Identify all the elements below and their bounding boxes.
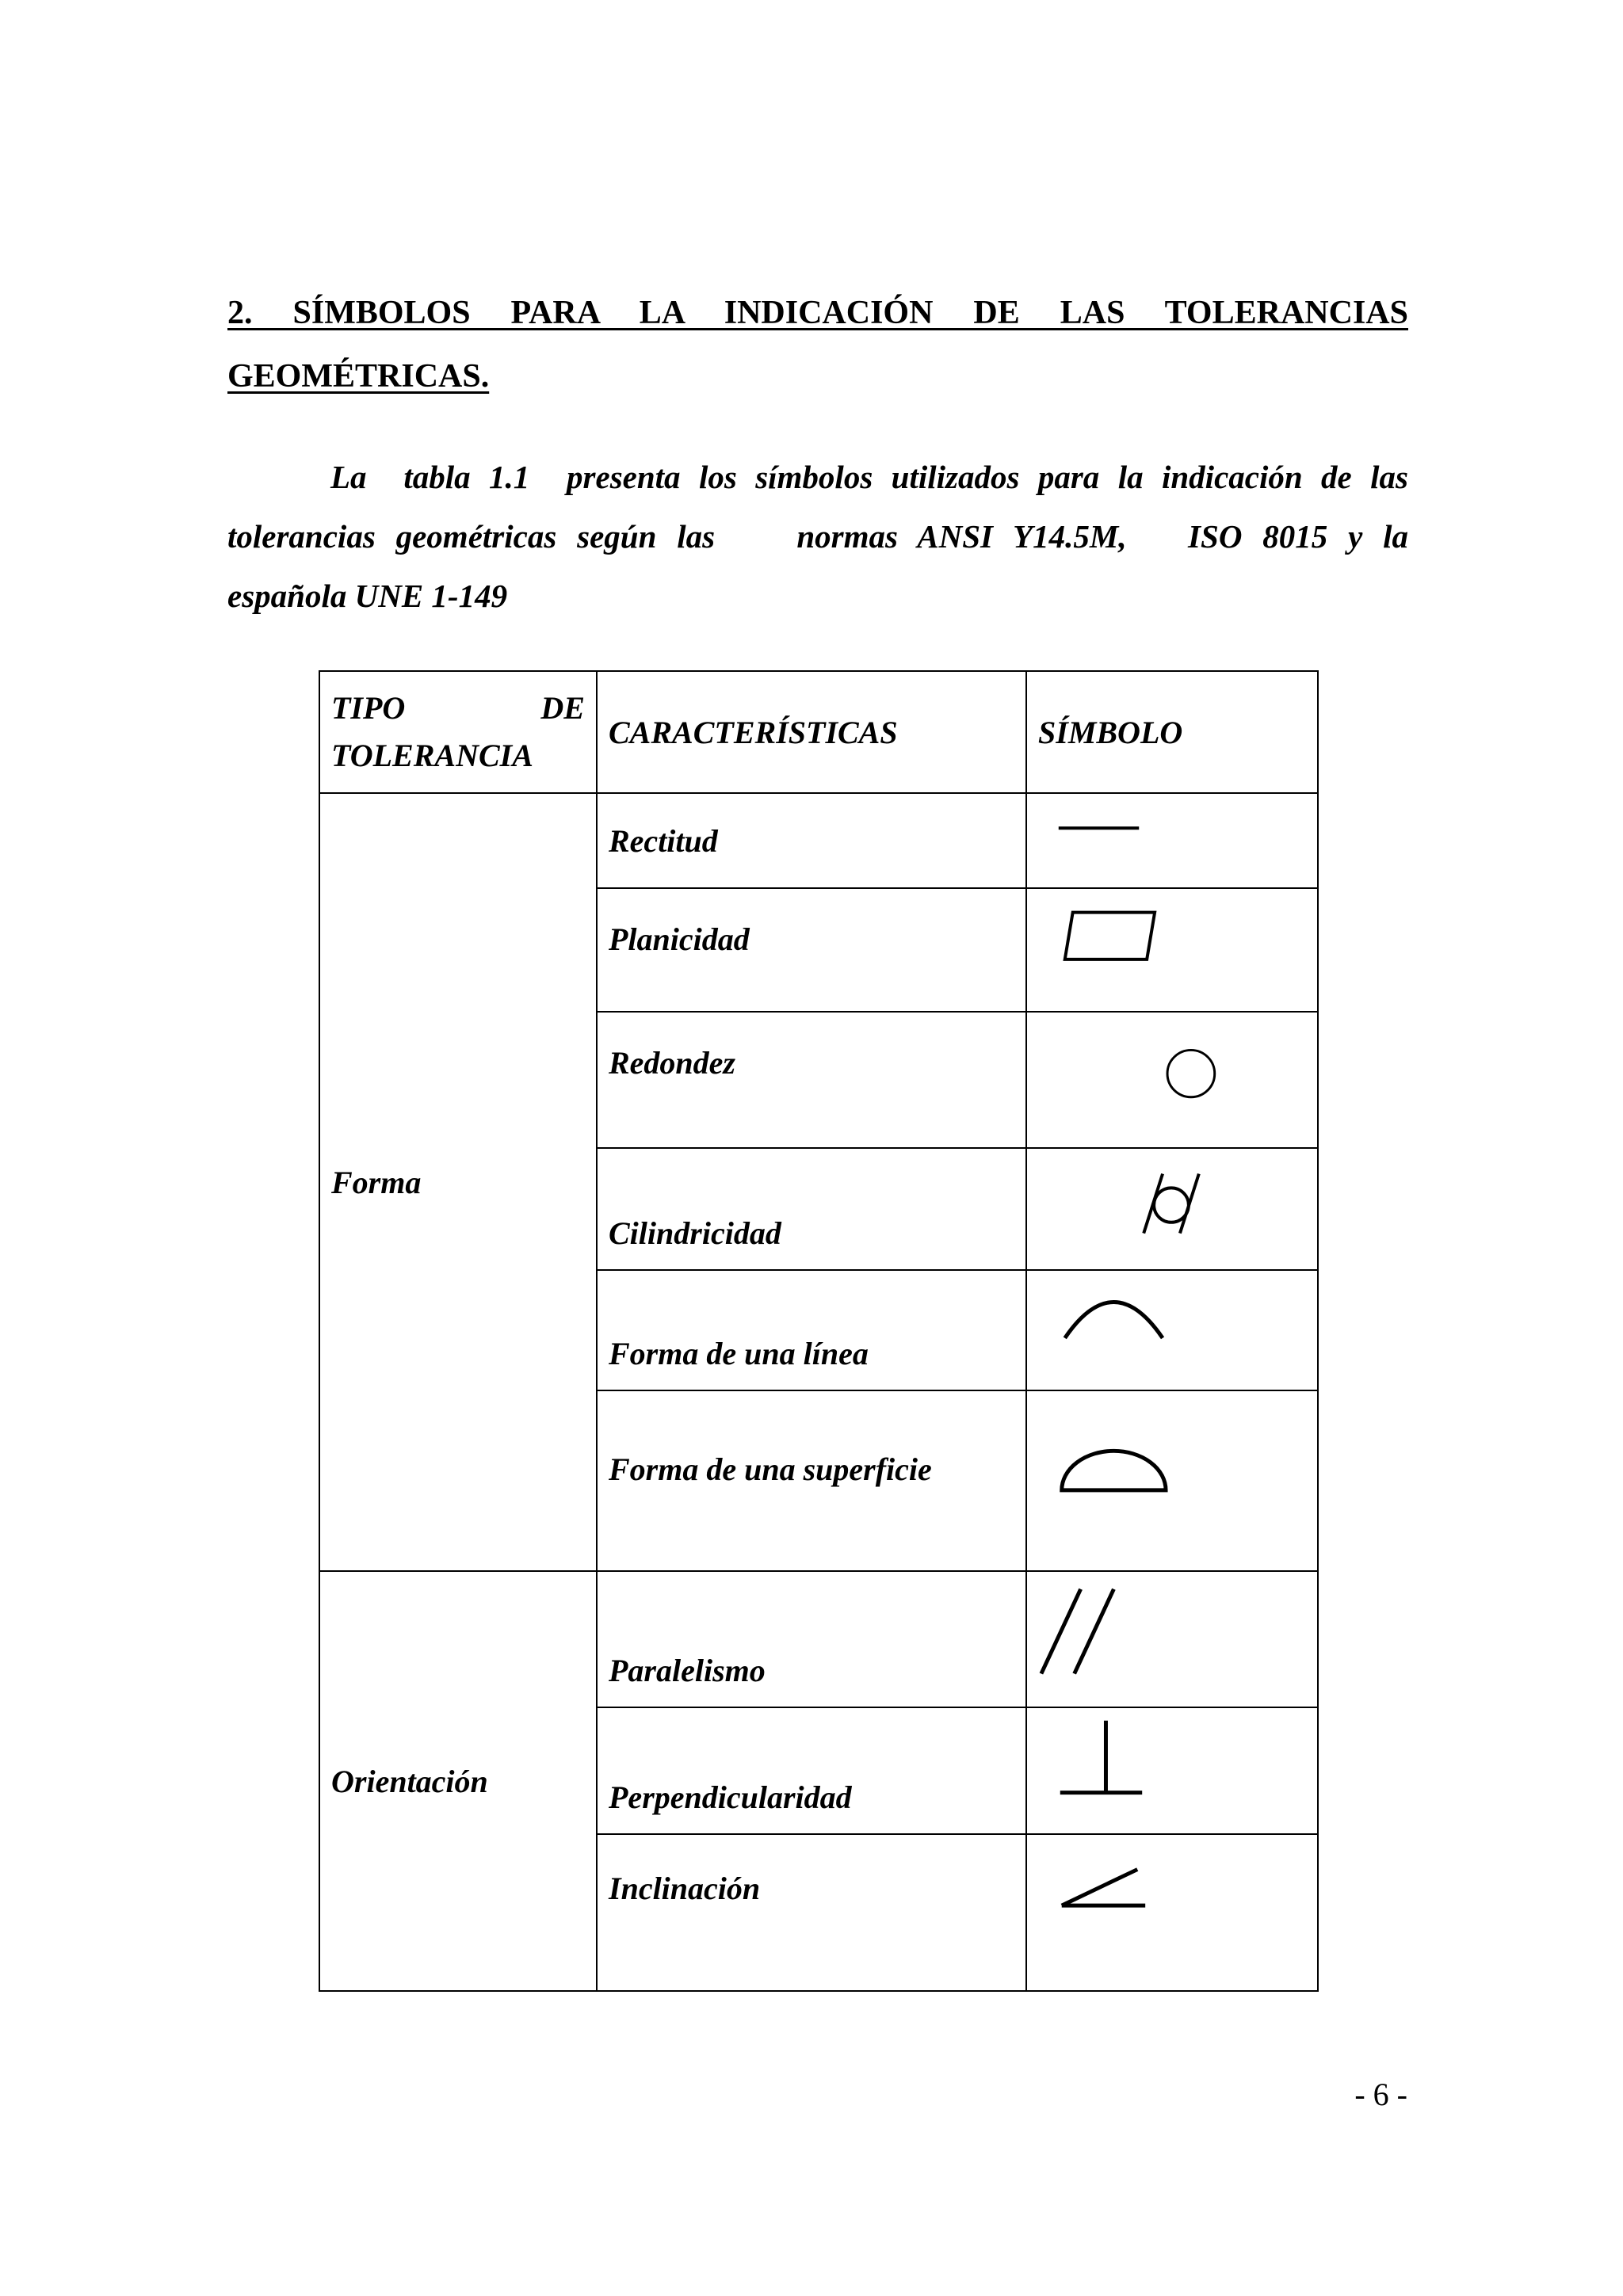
section-heading [227,281,1408,408]
header-de-word: DE [540,690,585,726]
table-header-row [319,671,1318,793]
angularity-icon [1026,1834,1318,1991]
header-caracteristicas: CARACTERÍSTICAS [597,671,1026,793]
table-row [319,1571,1318,1707]
cylindricity-icon [1026,1148,1318,1270]
parallelism-icon [1026,1571,1318,1707]
row-cilindricidad-label: Cilindricidad [597,1148,1026,1270]
row-redondez-label: Redondez [597,1012,1026,1148]
group-forma: Forma [319,793,597,1571]
circularity-icon [1026,1012,1318,1148]
line-profile-icon [1026,1270,1318,1390]
table-row [319,793,1318,888]
intro-line-3: española UNE 1-149 [227,578,508,614]
row-paralelismo-label: Paralelismo [597,1571,1026,1707]
header-tipo-de-tolerancia [319,671,597,793]
intro-paragraph [227,448,1408,626]
intro-line-2: tolerancias geométricas según las normas ANSI Y14.5M, ISO 8015 y la [227,518,1408,555]
row-planicidad-label: Planicidad [597,888,1026,1012]
row-rectitud-label: Rectitud [597,793,1026,888]
section-heading-line-1: 2. SÍMBOLOS PARA LA INDICACIÓN DE LAS TOLERANCIAS [227,295,1408,331]
flatness-icon [1026,888,1318,1012]
group-orientacion: Orientación [319,1571,597,1991]
section-heading-line-2: GEOMÉTRICAS. [227,358,490,395]
row-inclinacion-label: Inclinación [597,1834,1026,1991]
row-forma-de-una-linea-label: Forma de una línea [597,1270,1026,1390]
intro-line-1: La tabla 1.1 presenta los símbolos utilizados para la indicación de las [330,459,1408,495]
header-simbolo: SÍMBOLO [1026,671,1318,793]
tolerance-symbols-table [319,670,1319,1992]
straightness-icon [1026,793,1318,888]
row-forma-de-una-superficie-label: Forma de una superficie [597,1390,1026,1571]
row-perpendicularidad-label: Perpendicularidad [597,1707,1026,1834]
header-tolerancia-word: TOLERANCIA [331,738,533,773]
surface-profile-icon [1026,1390,1318,1571]
perpendicularity-icon [1026,1707,1318,1834]
header-tipo-word: TIPO [331,690,406,726]
page-number: - 6 - [1354,2077,1407,2112]
